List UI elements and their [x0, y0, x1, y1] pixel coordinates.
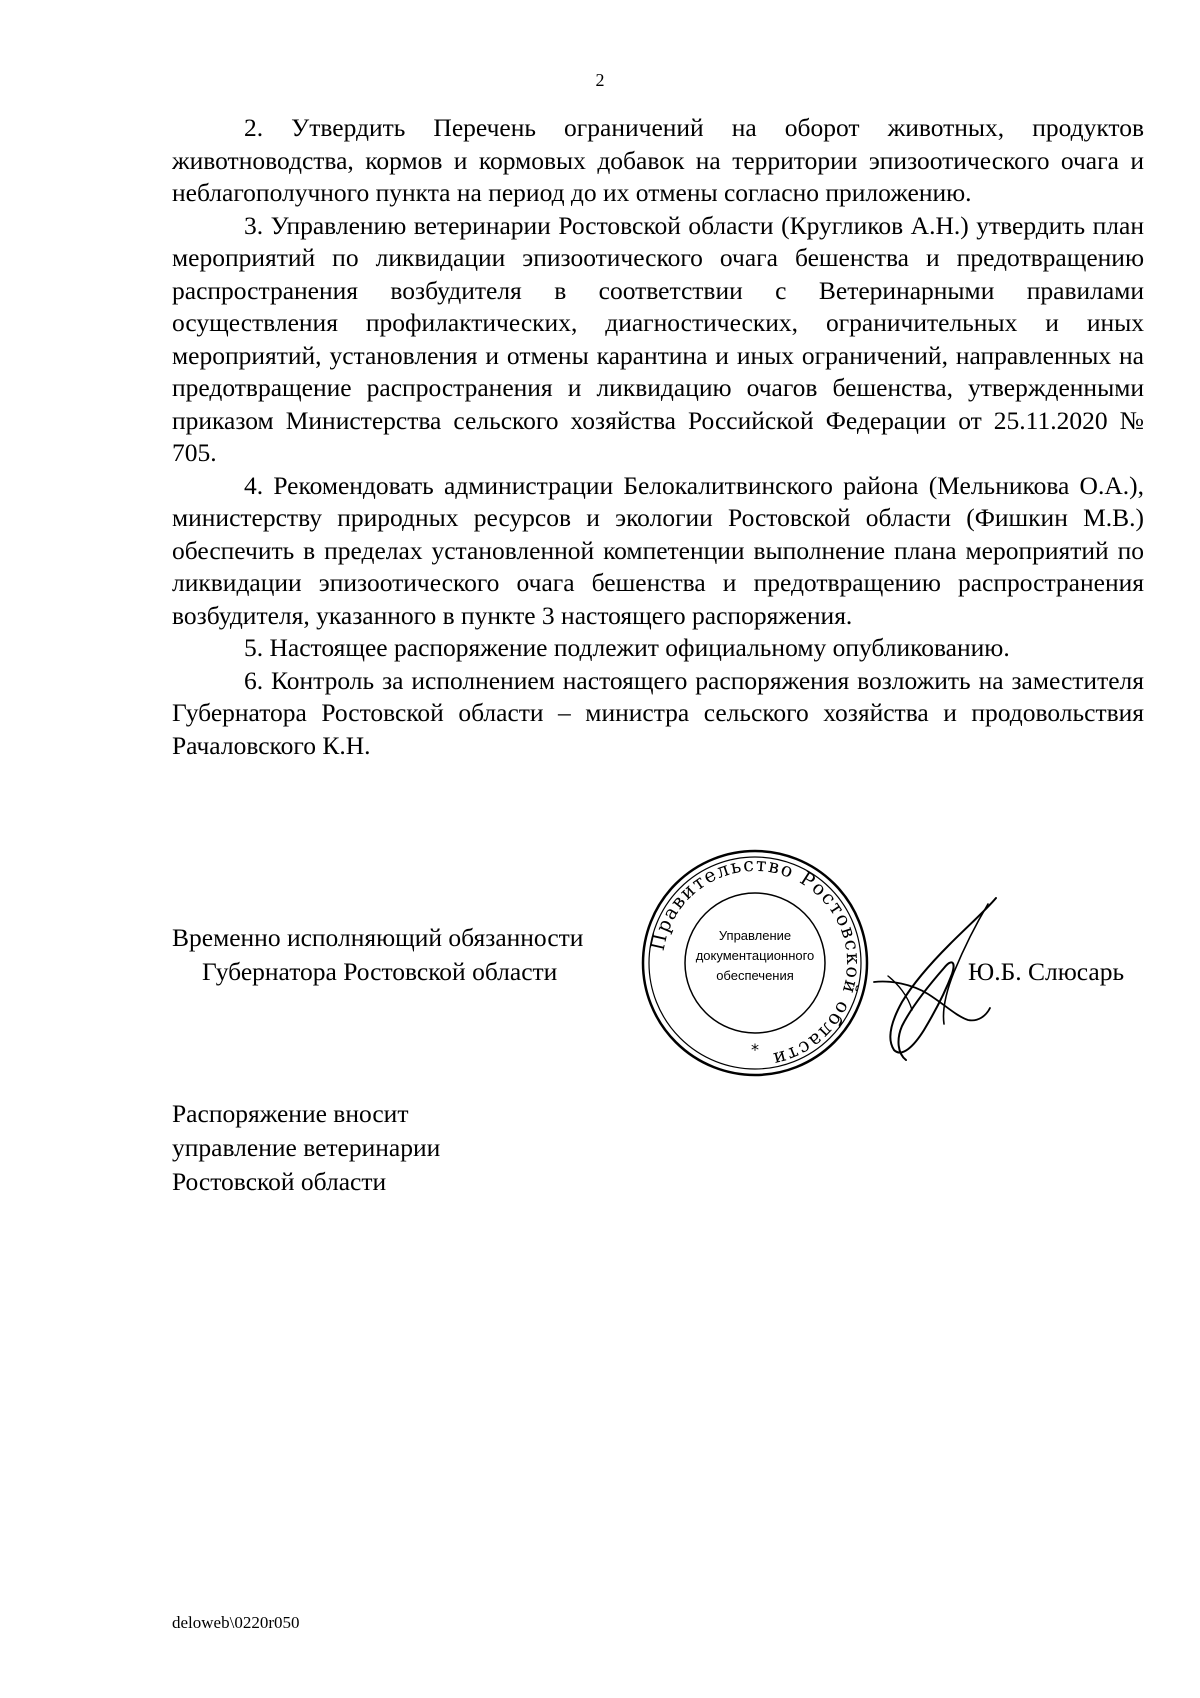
seal-inner-line2: документационного	[695, 948, 815, 963]
paragraph-item-2: 2. Утвердить Перечень ограничений на оборот животных, продуктов животноводства, кормов и кормовых добавок на территории эпизоотического очага и неблагополучного пункта на период до их отмены согласно приложению.	[172, 113, 1144, 207]
seal-inner-line1: Управление	[718, 928, 792, 943]
paragraph-item-4: 4. Рекомендовать администрации Белокалитвинского района (Мельникова О.А.), министерству природных ресурсов и экологии Ростовской области (Фишкин М.В.) обеспечить в пределах установленной компетенции выполнение плана мероприятий по ликвидации эпизоотического очага бешенства и предотвращению распространения возбудителя, указанного в пункте 3 настоящего распоряжения.	[172, 470, 1144, 630]
paragraph-item-6: 6. Контроль за исполнением настоящего распоряжения возложить на заместителя Губернатора Ростовской области – министра сельского хозяйства и продовольствия Рачаловского К.Н.	[172, 665, 1144, 760]
signatory-name: Ю.Б. Слюсарь	[968, 957, 1125, 986]
signatory-title-line2: Губернатора Ростовской области	[202, 957, 558, 986]
paragraph-item-5: 5. Настоящее распоряжение подлежит официальному опубликованию.	[244, 633, 1010, 662]
seal-outer-text: Правительство Ростовской области	[646, 853, 865, 1071]
page-number: 2	[595, 70, 605, 90]
official-seal-icon	[640, 848, 870, 1078]
seal-star: *	[751, 1040, 759, 1059]
submitter-line3: Ростовской области	[172, 1167, 387, 1196]
signatory-title-line1: Временно исполняющий обязанности	[172, 923, 584, 952]
submitter-line2: управление ветеринарии	[172, 1133, 441, 1162]
document-body	[172, 112, 1144, 762]
paragraph-item-3: 3. Управлению ветеринарии Ростовской области (Кругликов А.Н.) утвердить план мероприятий по ликвидации эпизоотического очага бешенства и предотвращению распространения возбудителя в соответствии с Ветеринарными правилами осуществления профилактических, диагностических, ограничительных и иных мероприятий, установления и отмены карантина и иных ограничений, направленных на предотвращение распространения и ликвидацию очагов бешенства, утвержденными приказом Министерства сельского хозяйства Российской Федерации от 25.11.2020 № 705.	[172, 210, 1144, 467]
seal-inner-line3: обеспечения	[716, 968, 794, 983]
signatory-title	[172, 921, 642, 989]
submitter-block	[172, 1097, 440, 1199]
footer-document-code: deloweb\0220r050	[172, 1613, 300, 1632]
submitter-line1: Распоряжение вносит	[172, 1099, 409, 1128]
